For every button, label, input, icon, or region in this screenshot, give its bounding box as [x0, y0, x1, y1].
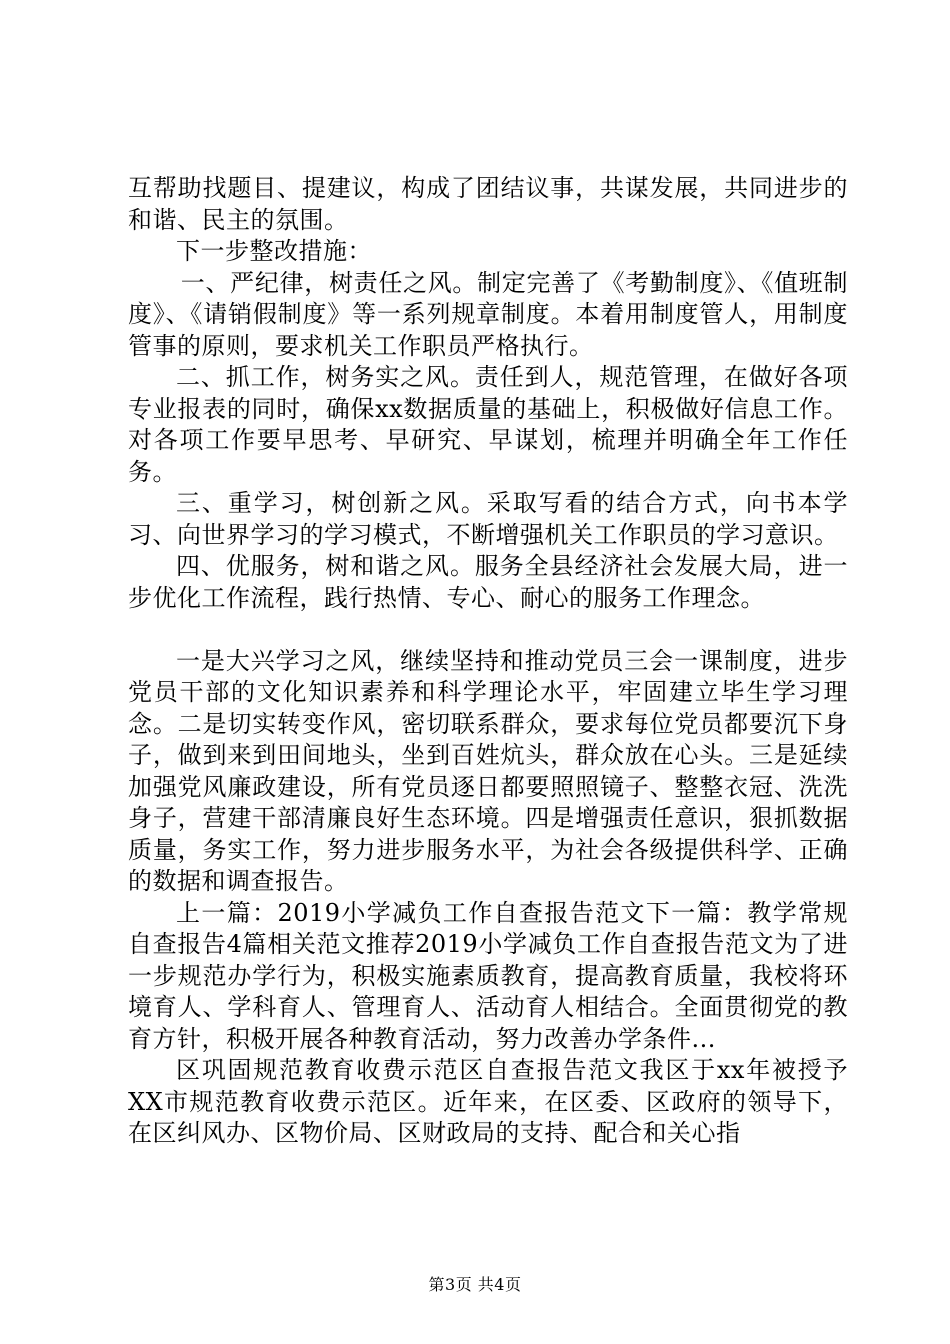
paragraph-continuation: 互帮助找题目、提建议，构成了团结议事，共谋发展，共同进步的和谐、民主的氛围。: [128, 174, 848, 234]
document-body: [128, 173, 848, 1150]
paragraph-measure-1: 一、严纪律，树责任之风。制定完善了《考勤制度》、《值班制度》、《请销假制度》等一系列规章制度。本着用制度管人，用制度管事的原则，要求机关工作职员严格执行。: [128, 268, 848, 360]
paragraph-measure-3: 三、重学习，树创新之风。采取写看的结合方式，向书本学习、向世界学习的学习模式，不断增强机关工作职员的学习意识。: [128, 489, 848, 549]
paragraph-district-report: 区巩固规范教育收费示范区自查报告范文我区于xx年被授予XX市规范教育收费示范区。近年来，在区委、区政府的领导下，在区纠风办、区物价局、区财政局的支持、配合和关心指: [128, 1056, 848, 1147]
paragraph-measure-4: 四、优服务，树和谐之风。服务全县经济社会发展大局，进一步优化工作流程，践行热情、专心、耐心的服务工作理念。: [128, 552, 848, 612]
paragraph-spacer: [128, 614, 848, 646]
paragraph-related-articles: 上一篇：2019小学减负工作自查报告范文下一篇：教学常规自查报告4篇相关范文推荐2019小学减负工作自查报告范文为了进一步规范办学行为，积极实施素质教育，提高教育质量，我校将环境育人、学科育人、管理育人、活动育人相结合。全面贯彻党的教育方针，积极开展各种教育活动，努力改善办学条件...: [128, 898, 848, 1053]
page-number-footer: 第3页 共4页: [428, 1275, 522, 1294]
paragraph-next-steps-heading: 下一步整改措施：: [176, 237, 372, 265]
paragraph-measure-2: 二、抓工作，树务实之风。责任到人，规范管理，在做好各项专业报表的同时，确保xx数据质量的基础上，积极做好信息工作。对各项工作要早思考、早研究、早谋划，梳理并明确全年工作任务。: [128, 363, 848, 486]
paragraph-party-work: 一是大兴学习之风，继续坚持和推动党员三会一课制度，进步党员干部的文化知识素养和科学理论水平，牢固建立毕生学习理念。二是切实转变作风，密切联系群众，要求每位党员都要沉下身子，做到来到田间地头，坐到百姓炕头，群众放在心头。三是延续加强党风廉政建设，所有党员逐日都要照照镜子、整整衣冠、洗洗身子，营建干部清廉良好生态环境。四是增强责任意识，狠抓数据质量，务实工作，努力进步服务水平，为社会各级提供科学、正确的数据和调查报告。: [128, 646, 848, 895]
